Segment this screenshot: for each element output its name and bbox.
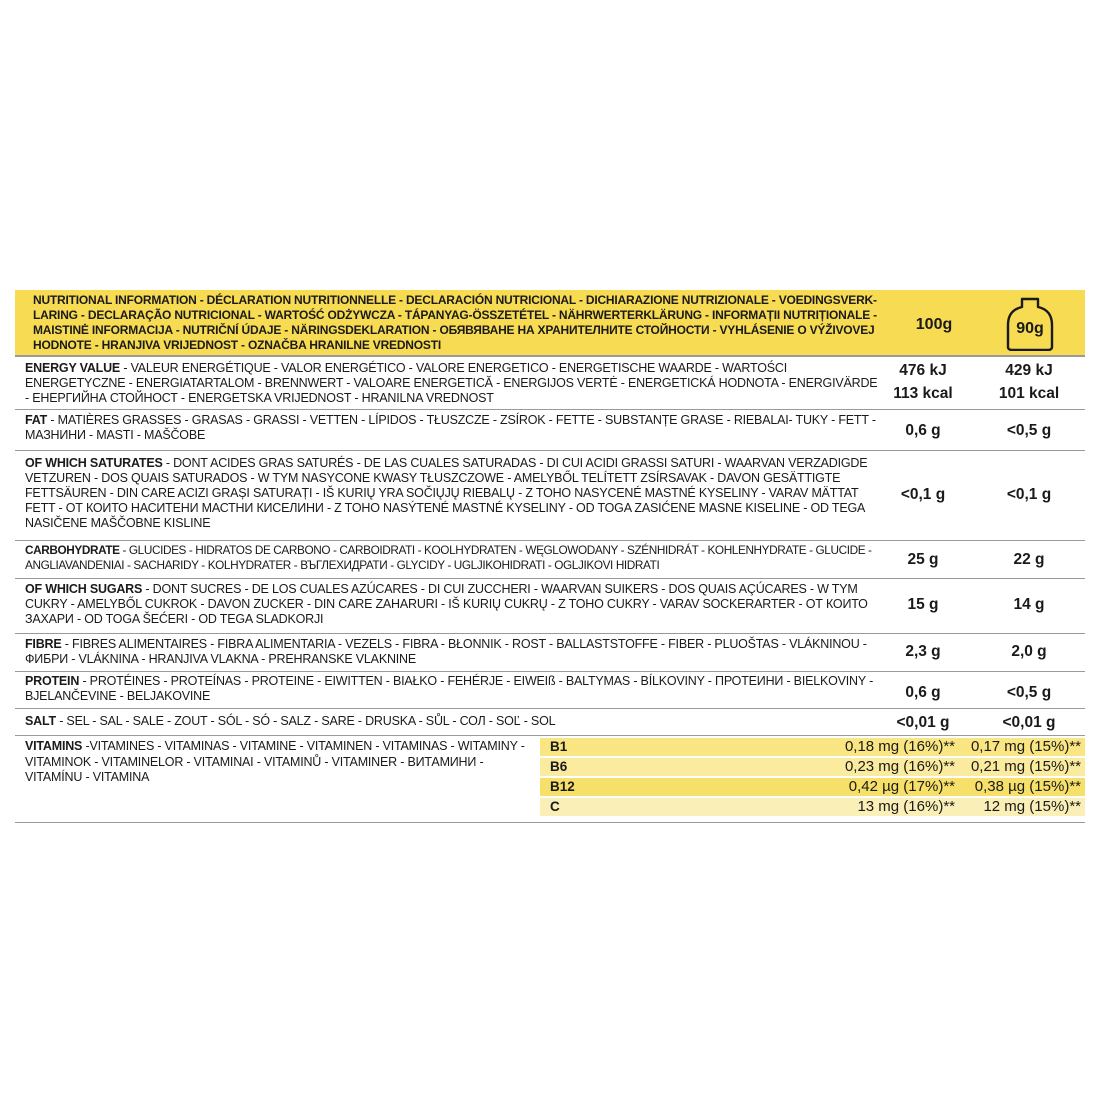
value-100g: 0,6 g <box>905 684 941 701</box>
row-description <box>25 674 879 704</box>
vitamin-list <box>540 736 1085 816</box>
row-description <box>25 714 879 729</box>
value-100g-kj: 476 kJ <box>899 362 947 379</box>
row-translations: - MATIÈRES GRASSES - GRASAS - GRASSI - VETTEN - LÍPIDOS - TŁUSZCZE - ZSÍROK - FETTE - SUBSTANȚE GRASE - RIEBALAI- TUKY - FETT - МАЗНИНИ - MASTI - MAŠČOBE <box>25 413 876 442</box>
vitamin-value-90g: 0,17 mg (15%)** <box>970 738 1081 755</box>
vitamin-name: C <box>550 799 560 814</box>
row-description <box>25 582 879 627</box>
vitamin-value-100g: 0,18 mg (16%)** <box>844 738 955 755</box>
column-header-100g: 100g <box>915 316 953 333</box>
row-description <box>25 361 879 406</box>
vitamin-name: B12 <box>550 779 575 794</box>
vitamin-value-100g: 0,42 µg (17%)** <box>848 778 955 795</box>
pouch-icon <box>1005 297 1055 351</box>
table-row-energy <box>15 357 1085 410</box>
header-title: NUTRITIONAL INFORMATION - DÉCLARATION NUTRITIONNELLE - DECLARACIÓN NUTRICIONAL - DICHIARAZIONE NUTRIZIONALE - VOEDINGSVERK-LARING - DECLARAÇÃO NUTRICIONAL - WARTOŚĆ ODŻYWCZA - TÁPANYAG-ÖSSZETÉTEL - NÄHRWERTERKLÄRUNG - INFORMAȚII NUTRIȚIONALE - MAISTINĖ INFORMACIJA - NUTRIČNÍ ÚDAJE - NÄRINGSDEKLARATION - ОБЯВЯВАНЕ НА ХРАНИТЕЛНИТЕ СТОЙНОСТИ - VYHLÁSENIE O VÝŽIVOVEJ HODNOTE - HRANJIVA VRIJEDNOST - OZNAČBA HRANILNE VREDNOSTI <box>33 293 877 352</box>
value-100g-kcal: 113 kcal <box>893 385 953 402</box>
value-100g: 15 g <box>907 596 939 613</box>
table-row-fat <box>15 410 1085 451</box>
row-label: VITAMINS <box>25 739 83 753</box>
vitamin-value-100g: 0,23 mg (16%)** <box>844 758 955 775</box>
row-translations: - DONT ACIDES GRAS SATURÉS - DE LAS CUALES SATURADAS - DI CUI ACIDI GRASSI SATURI - WAARVAN VERZADIGDE VETZUREN - DOS QUAIS SATURADOS - W TYM NASYCONE KWASY TŁUSZCZOWE - AMELYBŐL TELÍTETT ZSÍRSAVAK - DAVON GESÄTTIGTE FETTSÄUREN - DIN CARE ACIZI GRAȘI SATURAȚI - IŠ KURIŲ YRA SOČIŲJŲ RIEBALŲ - Z TOHO NASYCENÉ MASTNÉ KYSELINY - VARAV MÄTTAT FETT - ОТ КОИТО НАСИТЕНИ МАСТНИ КИСЕЛИНИ - Z TOHO NASÝTENÉ MASTNÉ KYSELINY - OD TOGA ZASIĆENE MASNE KISELINE - OD TEGA NASIČENE MAŠČOBNE KISLINE <box>25 456 868 530</box>
table-row-saturates <box>15 451 1085 541</box>
row-label: OF WHICH SUGARS <box>25 582 143 596</box>
value-100g: 2,3 g <box>905 643 941 660</box>
value-90g: 2,0 g <box>1011 643 1047 660</box>
row-label: OF WHICH SATURATES <box>25 456 163 470</box>
value-90g-kcal: 101 kcal <box>998 385 1060 402</box>
value-90g-kj: 429 kJ <box>1005 362 1053 379</box>
nutrition-table <box>15 290 1085 823</box>
column-header-90g: 90g <box>1016 320 1044 337</box>
value-100g: <0,01 g <box>896 714 950 731</box>
row-description <box>25 456 879 531</box>
vitamin-row-b12 <box>540 778 1085 796</box>
table-row-carbohydrate <box>15 541 1085 579</box>
row-label: PROTEIN <box>25 674 80 688</box>
vitamin-value-90g: 0,38 µg (15%)** <box>974 778 1081 795</box>
vitamin-value-90g: 0,21 mg (15%)** <box>970 758 1081 775</box>
value-90g: <0,01 g <box>1002 714 1056 731</box>
row-description <box>25 637 879 667</box>
vitamin-row-b6 <box>540 758 1085 776</box>
table-row-salt <box>15 709 1085 736</box>
row-description <box>25 543 879 573</box>
row-translations: - DONT SUCRES - DE LOS CUALES AZÚCARES - DI CUI ZUCCHERI - WAARVAN SUIKERS - DOS QUAIS AÇÚCARES - W TYM CUKRY - AMELYBŐL CUKROK - DAVON ZUCKER - DIN CARE ZAHARURI - IŠ KURIŲ CUKRŲ - Z TOHO CUKRY - VARAV SOCKERARTER - ОТ КОИТО ЗАХАРИ - OD TOGA ŠEĆERI - OD TEGA SLADKORJI <box>25 582 868 626</box>
row-translations: - PROTÉINES - PROTEÍNAS - PROTEINE - EIWITTEN - BIAŁKO - FEHÉRJE - EIWEIß - BALTYMAS - BÍLKOVINY - ПРОТЕИНИ - BIELKOVINY - BJELANČEVINE - BELJAKOVINE <box>25 674 874 703</box>
table-header <box>15 290 1085 357</box>
row-description <box>25 413 879 443</box>
row-label: CARBOHYDRATE <box>25 543 120 557</box>
row-label: ENERGY VALUE <box>25 361 121 375</box>
vitamin-value-90g: 12 mg (15%)** <box>983 798 1081 815</box>
row-description <box>25 739 535 786</box>
vitamin-value-100g: 13 mg (16%)** <box>857 798 955 815</box>
row-label: FIBRE <box>25 637 62 651</box>
row-label: SALT <box>25 714 56 728</box>
vitamin-row-b1 <box>540 738 1085 756</box>
table-row-sugars <box>15 579 1085 634</box>
row-translations: - FIBRES ALIMENTAIRES - FIBRA ALIMENTARIA - VEZELS - FIBRA - BŁONNIK - ROST - BALLASTSTOFFE - FIBER - PLUOŠTAS - VLÁKNINOU - ФИБРИ - VLÁKNINA - HRANJIVA VLAKNA - PREHRANSKE VLAKNINE <box>25 637 867 666</box>
table-row-vitamins <box>15 736 1085 823</box>
row-translations: - VALEUR ENERGÉTIQUE - VALOR ENERGÉTICO - VALORE ENERGETICO - ENERGETISCHE WAARDE - WARTOŚCI ENERGETYCZNE - ENERGIATARTALOM - BRENNWERT - VALOARE ENERGETICĂ - ENERGIJOS VERTĖ - ENERGETICKÁ HODNOTA - ENERGIVÄRDE - ЕНЕРГИЙНА СТОЙНОСТ - ENERGETSKA VRIJEDNOST - HRANILNA VREDNOST <box>25 361 878 405</box>
value-100g: 0,6 g <box>905 422 941 439</box>
row-translations: - GLUCIDES - HIDRATOS DE CARBONO - CARBOIDRATI - KOOLHYDRATEN - WĘGLOWODANY - SZÉNHIDRÁT - KOHLENHYDRATE - GLUCIDE - ANGLIAVANDENIAI - SACHARIDY - KOLHYDRATER - ВЪГЛЕХИДРАТИ - GLYCIDY - UGLJIKOHIDRATI - OGLJIKOVI HIDRATI <box>25 543 872 572</box>
vitamin-name: B6 <box>550 759 568 774</box>
table-row-fibre <box>15 634 1085 672</box>
table-row-protein <box>15 672 1085 709</box>
value-90g: <0,5 g <box>1006 422 1052 439</box>
row-label: FAT <box>25 413 48 427</box>
row-translations: -VITAMINES - VITAMINAS - VITAMINE - VITAMINEN - VITAMINAS - WITAMINY - VITAMINOK - VITAMINELOR - VITAMINAI - VITAMINŮ - VITAMINER - ВИТАМИНИ - VITAMÍNU - VITAMINA <box>25 739 525 784</box>
value-90g: <0,1 g <box>1006 486 1052 503</box>
value-90g: <0,5 g <box>1006 684 1052 701</box>
value-90g: 14 g <box>1013 596 1045 613</box>
row-translations: - SEL - SAL - SALE - ZOUT - SÓL - SÓ - SALZ - SARE - DRUSKA - SŮL - СОЛ - SOĽ - SOL <box>55 714 556 728</box>
vitamin-name: B1 <box>550 739 568 754</box>
vitamin-row-c <box>540 798 1085 816</box>
value-100g: 25 g <box>907 551 939 568</box>
value-100g: <0,1 g <box>900 486 946 503</box>
value-90g: 22 g <box>1013 551 1045 568</box>
